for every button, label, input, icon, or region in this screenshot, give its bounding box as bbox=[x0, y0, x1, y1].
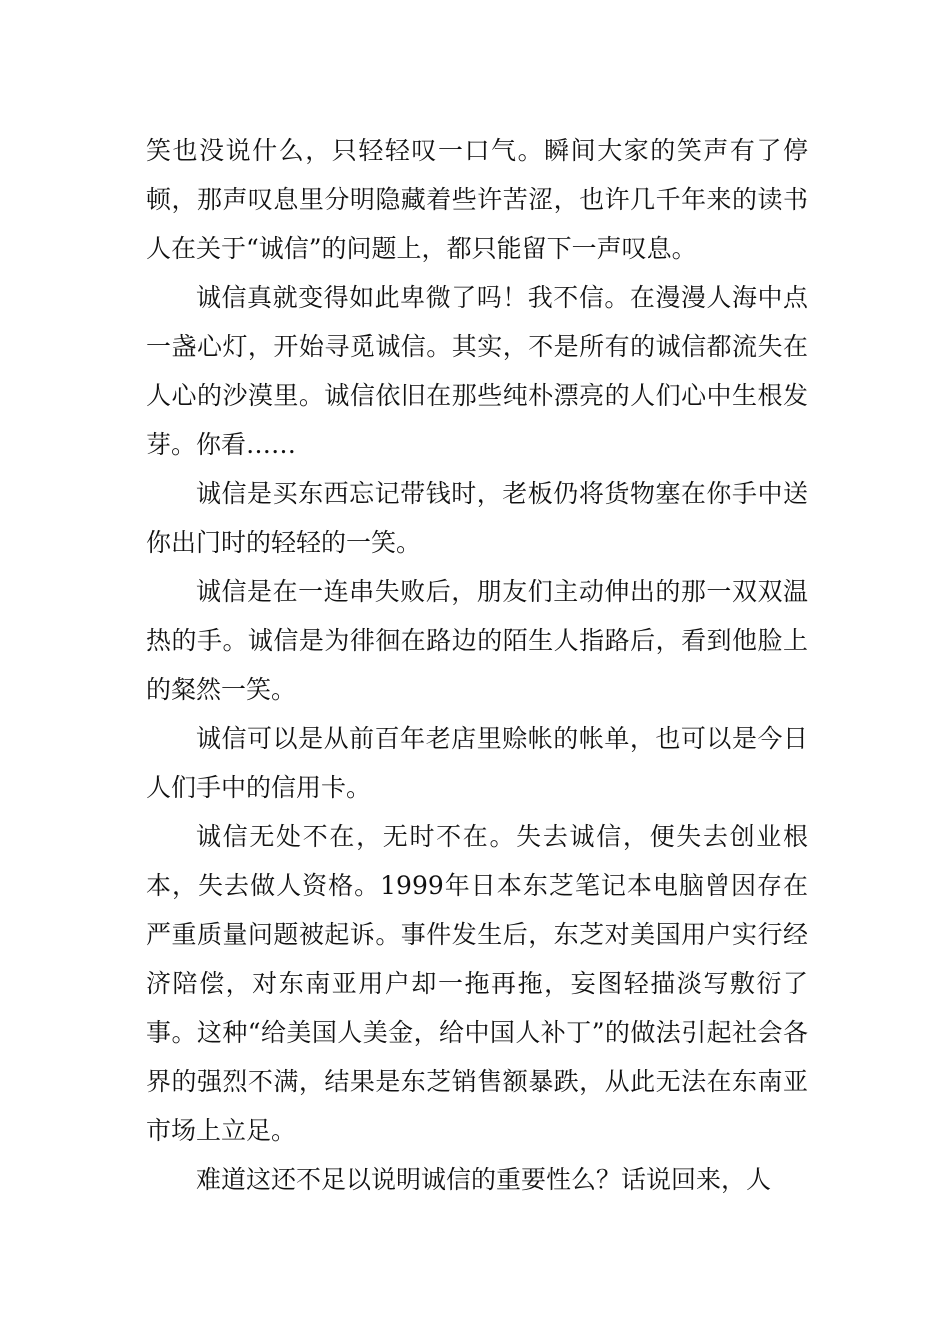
paragraph-5: 诚信可以是从前百年老店里赊帐的帐单，也可以是今日人们手中的信用卡。 bbox=[146, 724, 808, 802]
paragraph-7: 难道这还不足以说明诚信的重要性么？话说回来，人 bbox=[196, 1165, 772, 1194]
paragraph-6: 诚信无处不在，无时不在。失去诚信，便失去创业根本，失去做人资格。1999年日本东芝笔记本电脑曾因存在严重质量问题被起诉。事件发生后，东芝对美国用户实行经济陪偿，对东南亚用户却一拖再拖，妄图轻描淡写敷衍了事。这种“给美国人美金，给中国人补丁”的做法引起社会各界的强烈不满，结果是东芝销售额暴跌，从此无法在东南亚市场上立足。 bbox=[146, 822, 808, 1145]
paragraph-3: 诚信是买东西忘记带钱时，老板仍将货物塞在你手中送你出门时的轻轻的一笑。 bbox=[146, 479, 808, 557]
paragraph-2: 诚信真就变得如此卑微了吗！我不信。在漫漫人海中点一盏心灯，开始寻觅诚信。其实，不是所有的诚信都流失在人心的沙漠里。诚信依旧在那些纯朴漂亮的人们心中生根发芽。你看…… bbox=[146, 283, 808, 459]
document-body bbox=[146, 126, 808, 1204]
paragraph-4: 诚信是在一连串失败后，朋友们主动伸出的那一双双温热的手。诚信是为徘徊在路边的陌生人指路后，看到他脸上的粲然一笑。 bbox=[146, 577, 808, 704]
paragraph-1: 笑也没说什么，只轻轻叹一口气。瞬间大家的笑声有了停顿，那声叹息里分明隐藏着些许苦涩，也许几千年来的读书人在关于“诚信”的问题上，都只能留下一声叹息。 bbox=[146, 136, 808, 263]
